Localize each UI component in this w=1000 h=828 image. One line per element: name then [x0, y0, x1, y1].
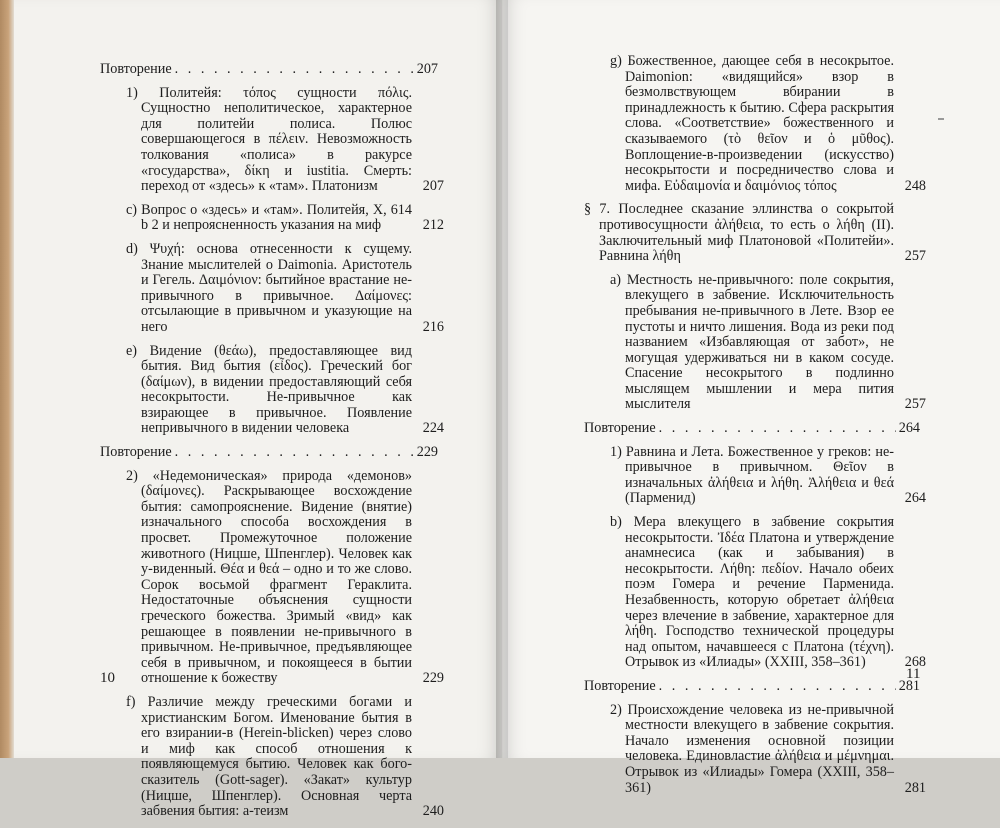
toc-page-ref: 240 — [422, 803, 444, 820]
toc-entry: f) Различие между греческими богами и христианским Богом. Именование бытия в его взирании-в (Herein-blicken) через слово и миф как способ отношения к появляющемуся бытию. Человек как бого-сказитель (Gott-sager). «Закат» культур (Ницше, Шпенглер). Основная черта забвения бытия: а-теизм 240 — [126, 693, 444, 820]
toc-page-ref: 229 — [422, 670, 444, 687]
toc-repetition-heading: Повторение . . . 229 — [100, 445, 438, 461]
toc-page-ref: 216 — [422, 318, 444, 335]
toc-page-ref: 229 — [416, 444, 438, 461]
toc-section-heading: § 7. Последнее сказание эллинства о сокрытой противосущности ἀλήθεια, то есть о λήθη (II). Заключительный миф Платоновой «Политейи». Равнина λήθη 257 — [584, 201, 926, 265]
margin-mark — [938, 118, 944, 120]
toc-entry: 1) Политейя: τόπος сущности πόλις. Сущностно неполитическое, характерное для политейи полиса. Полюс совершающегося в πέλειν. Невозможность толкования «полиса» в ракурсе «государства», δίκη и iustitia. Смерть: переход от «здесь» к «там». Платонизм 207 — [126, 84, 444, 195]
toc-page-ref: 212 — [422, 217, 444, 234]
toc-page-ref: 257 — [904, 248, 926, 265]
toc-entry: 2) «Недемоническая» природа «демонов» (δαίμονες). Раскрывающее восхождение бытия: самопрояснение. Видение (внятие) изначального способа восхождения в просвет. Промежуточное положение животного (Ницше, Шпенглер). Человек как у-виденный. Θέα и θεά – одно и то же слово. Сорок восьмой фрагмент Гераклита. Недостаточные объяснения сущности греческого божества. Зримый «вид» как решающее в появлении не-привычного в привычном. Не-привычное, предъявляющее себя в привычном, и покоящееся в бытии отношение к божеству 229 — [126, 467, 444, 687]
toc-page-ref: 281 — [898, 677, 920, 694]
toc-page-ref: 207 — [422, 178, 444, 195]
toc-entry: g) Божественное, дающее себя в несокрытое. Daimonion: «видящийся» взор в безмолвствующем вбирании в принадлежность к бытию. Сфера раскрытия слова. «Соответствие» божественного и сказываемого (τὸ θεῖον и ὁ μῦθος). Воплощение-в-произведении (искусство) несокрытости и посредничество слова и мифа. Εὐδαιμονία и δαιμόνιος τόπος 248 — [610, 53, 926, 194]
toc-entry: e) Видение (θεάω), предоставляющее вид бытия. Вид бытия (εἶδος). Греческий бог (δαίμων), в видении предоставляющий себя несокрытости. Не-привычное как взирающее в привычное. Появление непривычного в видении человека 224 — [126, 342, 444, 437]
toc-page-ref: 207 — [416, 61, 438, 77]
toc-entry: b) Мера влекущего в забвение сокрытия несокрытости. Ἰδέα Платона и утверждение анамнесиса (как и забывания) в несокрытости. Λήθη: πεδίον. Начало обеих поэм Гомера и речение Парменида. Незабвенность, которую обретает ἀλήθεια через влечение в забвение, характерное для λήθη. Господство технической процедуры над опытом, начавшееся с Платона (τέχνη). Отрывок из «Илиады» (XXIII, 358–361) 268 — [610, 514, 926, 671]
page-number: 11 — [906, 666, 921, 682]
toc-page-ref: 264 — [898, 420, 920, 437]
book-gutter — [496, 0, 508, 758]
toc-page-ref: 257 — [904, 396, 926, 413]
toc-page-ref: 224 — [422, 420, 444, 437]
toc-entry: c) Вопрос о «здесь» и «там». Политейя, X, 614 b 2 и непроясненность указания на миф 212 — [126, 201, 444, 234]
toc-entry: 1) Равнина и Лета. Божественное у греков: не-привычное в привычном. Θεῖον в изначальных ἀλήθεια и λήθη. Ἀλήθεια и θεά (Парменид) 264 — [610, 443, 926, 507]
toc-entry: 2) Происхождение человека из не-привычной местности влекущего в забвение сокрытия. Начало изменения основной позиции человека. Единовластие ἀλήθεια и μέμνημαι. Отрывок из «Илиады» Гомера (XXIII, 358–361) 281 — [610, 701, 926, 796]
toc-page-ref: 248 — [904, 177, 926, 194]
toc-repetition-heading: Повторение . . . 264 — [584, 421, 920, 437]
book-edge — [0, 0, 14, 758]
toc-page-ref: 264 — [904, 490, 926, 507]
right-toc-column — [584, 53, 926, 804]
toc-repetition-heading: Повторение . . . 207 — [100, 62, 438, 78]
left-toc-column — [100, 58, 444, 828]
toc-page-ref: 281 — [904, 779, 926, 796]
page-number: 10 — [100, 670, 115, 686]
toc-repetition-heading: Повторение . . . 281 — [584, 679, 920, 695]
toc-entry: d) Ψυχή: основа отнесенности к сущему. Знание мыслителей о Daimonia. Аристотель и Гегель. Δαιμόνιον: бытийное врастание не-привычного в привычное. Δαίμονες: отсылающие в привычном и указующие на него 216 — [126, 240, 444, 335]
toc-entry: a) Местность не-привычного: поле сокрытия, влекущего в забвение. Исключительность пребывания не-привычного в Лете. Взор ее пустоты и ничто лишения. Вода из реки под названием «Избавляющая от забот», не могущая удерживаться ни в каком сосуде. Спасение несокрытого в подлинно мыслящем мышлении и мера пития мыслителя 257 — [610, 271, 926, 413]
toc-page-ref: 268 — [904, 654, 926, 671]
